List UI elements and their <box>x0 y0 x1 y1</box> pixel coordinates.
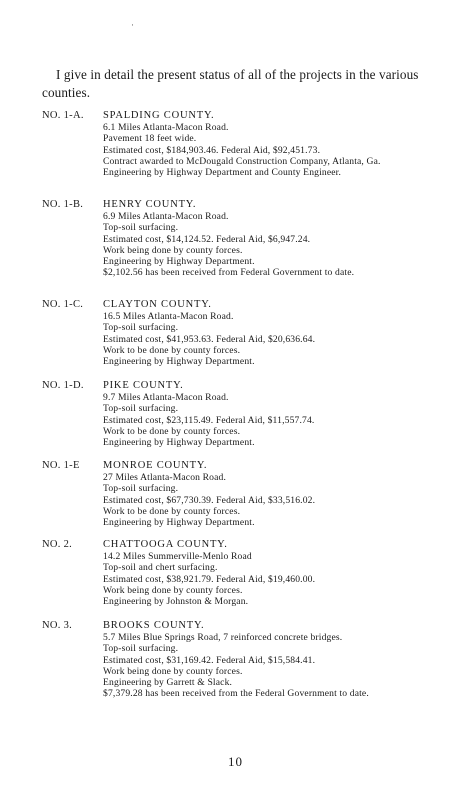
detail-line: 6.9 Miles Atlanta-Macon Road. <box>103 211 229 222</box>
detail-line: Engineering by Garrett & Slack. <box>103 677 233 689</box>
intro-paragraph: I give in detail the present status of all of the projects in the various counties. <box>42 67 419 100</box>
detail-line: Engineering by Highway Department. <box>103 437 255 449</box>
detail-line: Top-soil and chert surfacing. <box>103 562 218 574</box>
detail-line: Estimated cost, $23,115.49. Federal Aid, $11,557.74. <box>103 414 315 426</box>
detail-line: Engineering by Johnston & Morgan. <box>103 596 249 608</box>
detail-line: Estimated cost, $31,169.42. Federal Aid, $15,584.41. <box>103 654 316 666</box>
detail-line: 16.5 Miles Atlanta-Macon Road. <box>103 311 234 322</box>
detail-line: Estimated cost, $41,953.63. Federal Aid, $20,636.64. <box>103 333 316 345</box>
county-name: PIKE COUNTY. <box>103 380 184 391</box>
detail-line: $7,379.28 has been received from the Federal Government to date. <box>103 688 369 700</box>
detail-line: Engineering by Highway Department. <box>103 256 255 268</box>
detail-line: Top-soil surfacing. <box>103 322 179 334</box>
project-number: NO. 1-A. <box>42 110 84 121</box>
detail-line: Top-soil surfacing. <box>103 403 179 415</box>
detail-line: Estimated cost, $67,730.39. Federal Aid, $33,516.02. <box>103 494 316 506</box>
page-number: 10 <box>228 754 243 769</box>
county-name: BROOKS COUNTY. <box>103 620 205 631</box>
detail-line: 6.1 Miles Atlanta-Macon Road. <box>103 122 229 133</box>
project-details <box>103 539 441 607</box>
project-details <box>103 460 441 528</box>
detail-line: Work to be done by county forces. <box>103 505 241 517</box>
project-details <box>103 620 441 700</box>
detail-line: Work to be done by county forces. <box>103 344 241 356</box>
detail-line: Top-soil surfacing. <box>103 222 179 234</box>
speck-mark: · <box>131 20 134 30</box>
project-number: NO. 1-B. <box>42 199 84 210</box>
detail-line: Work being done by county forces. <box>103 244 243 256</box>
county-name: CLAYTON COUNTY. <box>103 299 212 310</box>
detail-line: Estimated cost, $184,903.46. Federal Aid, $92,451.73. <box>103 144 321 156</box>
project-number: NO. 1-C. <box>42 299 84 310</box>
detail-line: Engineering by Highway Department. <box>103 517 255 529</box>
detail-line: 5.7 Miles Blue Springs Road, 7 reinforced concrete bridges. <box>103 632 343 643</box>
detail-line: Engineering by Highway Department and County Engineer. <box>103 167 342 179</box>
detail-line: 9.7 Miles Atlanta-Macon Road. <box>103 392 229 403</box>
detail-line: Work being done by county forces. <box>103 665 243 677</box>
detail-line: Contract awarded to McDougald Construction Company, Atlanta, Ga. <box>103 155 381 167</box>
detail-line: Estimated cost, $38,921.79. Federal Aid, $19,460.00. <box>103 573 316 585</box>
county-name: SPALDING COUNTY. <box>103 110 215 121</box>
project-details <box>103 199 441 279</box>
detail-line: 27 Miles Atlanta-Macon Road. <box>103 472 227 483</box>
detail-line: Engineering by Highway Department. <box>103 356 255 368</box>
county-name: CHATTOOGA COUNTY. <box>103 539 228 550</box>
detail-line: Estimated cost, $14,124.52. Federal Aid, $6,947.24. <box>103 233 311 245</box>
project-details <box>103 110 441 178</box>
project-number: NO. 1-D. <box>42 380 84 391</box>
detail-line: 14.2 Miles Summerville-Menlo Road <box>103 551 252 562</box>
project-details <box>103 380 441 448</box>
project-number: NO. 3. <box>42 620 73 631</box>
project-number: NO. 1-E <box>42 460 80 471</box>
detail-line: Top-soil surfacing. <box>103 643 179 655</box>
county-name: MONROE COUNTY. <box>103 460 208 471</box>
detail-line: Work being done by county forces. <box>103 584 243 596</box>
detail-line: Top-soil surfacing. <box>103 483 179 495</box>
detail-line: Work to be done by county forces. <box>103 425 241 437</box>
detail-line: $2,102.56 has been received from Federal Government to date. <box>103 267 355 279</box>
project-number: NO. 2. <box>42 539 73 550</box>
county-name: HENRY COUNTY. <box>103 199 197 210</box>
project-details <box>103 299 441 367</box>
detail-line: Pavement 18 feet wide. <box>103 133 197 145</box>
